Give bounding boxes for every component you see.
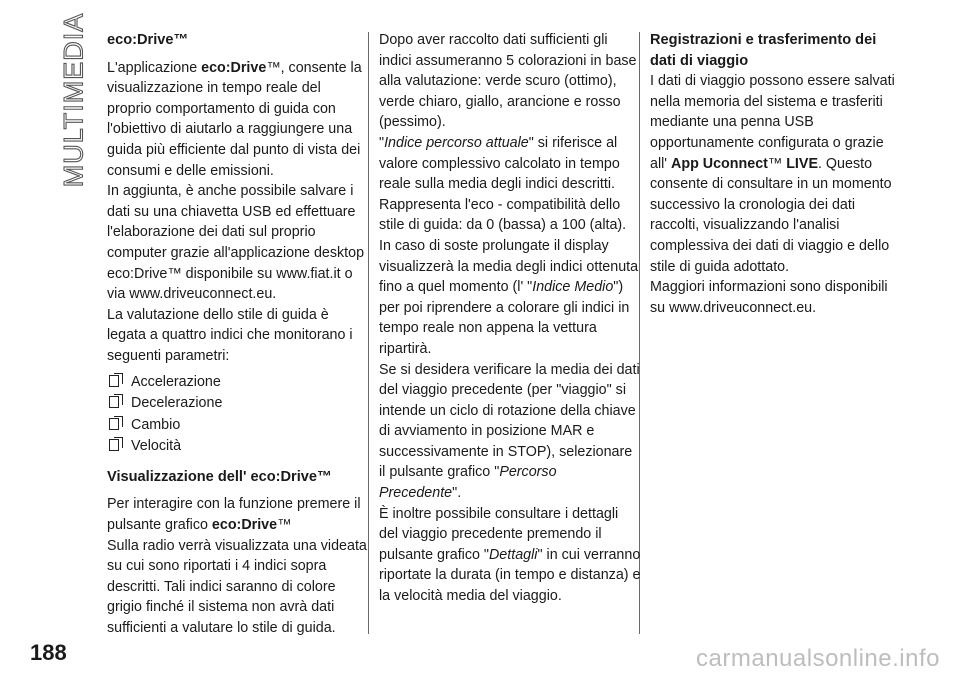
parameter-list xyxy=(107,372,369,457)
section-heading-registrazioni: Registrazioni e trasferimento dei dati di viaggio xyxy=(650,32,877,69)
column-1 xyxy=(107,30,369,639)
paragraph: È inoltre possibile consultare i dettagli del viaggio precedente premendo il pulsante grafico "Dettagli" in cui verranno riportate la durata (in tempo e distanza) e la velocità media del viaggio. xyxy=(379,505,641,605)
watermark: carmanualsonline.info xyxy=(696,645,940,672)
list-item: Decelerazione xyxy=(107,393,369,414)
bullet-icon xyxy=(109,418,119,430)
column-2 xyxy=(379,30,641,607)
list-item: Velocità xyxy=(107,436,369,457)
column-3 xyxy=(650,30,896,318)
paragraph: Sulla radio verrà visualizzata una videata su cui sono riportati i 4 indici sopra descritti. Tali indici saranno di colore grigio finché il sistema non avrà dati sufficienti a valutare lo stile di guida. xyxy=(107,537,367,637)
list-item: Accelerazione xyxy=(107,372,369,393)
paragraph: Maggiori informazioni sono disponibili su www.driveuconnect.eu. xyxy=(650,279,888,316)
paragraph: In aggiunta, è anche possibile salvare i dati su una chiavetta USB ed effettuare l'elaborazione dei dati sul proprio computer grazie all'applicazione desktop eco:Drive™ disponibile su www.fiat.it o via www.driveuconnect.eu. xyxy=(107,183,365,303)
bullet-icon xyxy=(109,375,119,387)
paragraph: "Indice percorso attuale" si riferisce al valore complessivo calcolato in tempo reale sulla media degli indici descritti. xyxy=(379,134,620,193)
paragraph: Rappresenta l'eco - compatibilità dello stile di guida: da 0 (bassa) a 100 (alta). xyxy=(379,196,627,234)
section-heading-visualizzazione: Visualizzazione dell' eco:Drive™ xyxy=(107,468,332,485)
page-number: 188 xyxy=(30,640,67,665)
paragraph: In caso di soste prolungate il display visualizzerà la media degli indici ottenuta fino a quel momento (l' "Indice Medio") per poi riprendere a colorare gli indici in tempo reale non appena la vettura ripartirà. xyxy=(379,237,639,357)
bullet-icon xyxy=(109,396,119,408)
paragraph: I dati di viaggio possono essere salvati nella memoria del sistema e trasferiti mediante una penna USB opportunamente configurata o grazie all' App Uconnect™ LIVE. Questo consente di consultare in un momento successivo la cronologia dei dati raccolti, visualizzando l'analisi complessiva dei dati di viaggio e dello stile di guida adottato. xyxy=(650,73,895,275)
paragraph: Dopo aver raccolto dati sufficienti gli indici assumeranno 5 colorazioni in base alla valutazione: verde scuro (ottimo), verde chiaro, giallo, arancione e rosso (pessimo). xyxy=(379,32,637,131)
bullet-icon xyxy=(109,439,119,451)
section-heading-ecodrive: eco:Drive™ xyxy=(107,32,189,48)
section-side-label xyxy=(54,12,94,188)
paragraph: La valutazione dello stile di guida è legata a quattro indici che monitorano i seguenti parametri: xyxy=(107,306,353,364)
list-item: Cambio xyxy=(107,415,369,436)
section-label-text: MULTIMEDIA xyxy=(58,12,89,188)
paragraph: Se si desidera verificare la media dei dati del viaggio precedente (per "viaggio" si intende un ciclo di rotazione della chiave di avviamento in posizione MAR e successivamente in STOP), selezionare il pulsante grafico "Percorso Precedente". xyxy=(379,361,640,502)
paragraph: L'applicazione eco:Drive™, consente la visualizzazione in tempo reale del proprio comportamento di guida con l'obiettivo di aiutarlo a raggiungere una guida più efficiente dal punto di vista dei consumi e delle emissioni. xyxy=(107,59,362,179)
paragraph: Per interagire con la funzione premere il pulsante grafico eco:Drive™ xyxy=(107,496,361,534)
